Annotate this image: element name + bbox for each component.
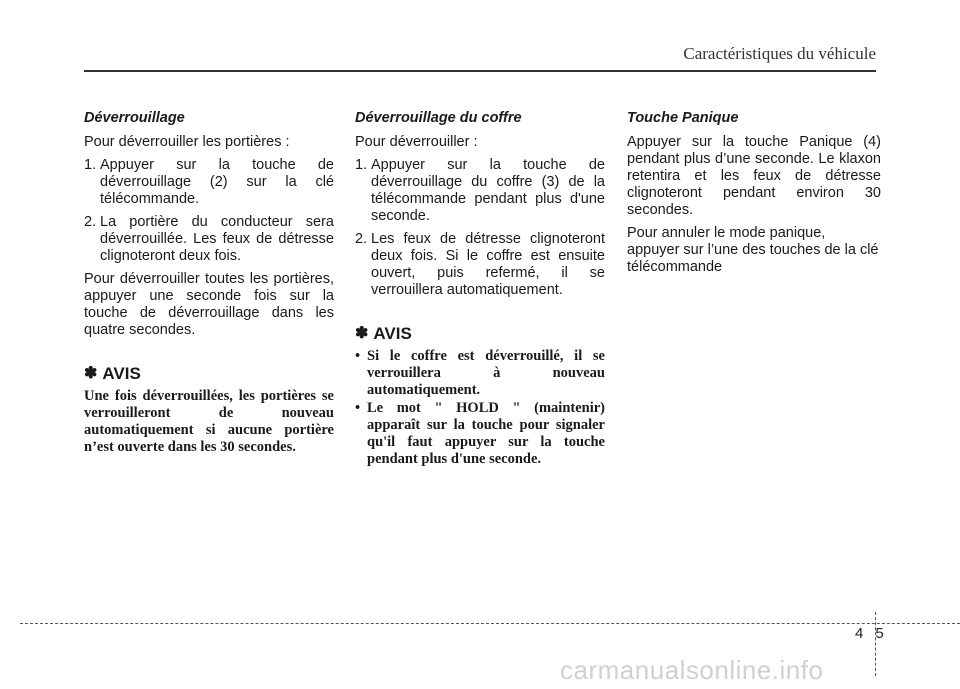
bullet-icon: • xyxy=(355,348,361,364)
list-item xyxy=(355,157,605,225)
section-heading: Déverrouillage du coffre xyxy=(355,110,522,126)
intro-text: Pour déverrouiller les portières : xyxy=(84,134,290,150)
asterisk-icon: ✽ xyxy=(84,365,98,382)
section-heading: Déverrouillage xyxy=(84,110,185,126)
header-rule xyxy=(84,70,876,72)
notice-text: Une fois déverrouillées, les portières se verrouilleront de nouveau automatiquement si aucune portière n’est ouverte dans les 30 secondes. xyxy=(84,388,334,455)
item-number: 1. xyxy=(355,157,368,173)
section-heading: Touche Panique xyxy=(627,110,739,126)
notice-label: AVIS xyxy=(373,324,412,343)
item-text: Les feux de détresse clignoteront deux fois. Si le coffre est ensuite ouvert, puis refermé, il se verrouillera automatiquement. xyxy=(371,231,605,298)
notice-title xyxy=(84,365,334,382)
bullet-text: Le mot " HOLD " (maintenir) apparaît sur la touche pour signaler qu'il faut appuyer sur la touche pendant plus d'une seconde. xyxy=(367,400,605,467)
page-number-value: 5 xyxy=(875,625,884,642)
item-text: Appuyer sur la touche de déverrouillage du coffre (3) de la télécommande pendant plus d'une seconde. xyxy=(371,157,605,224)
list-item xyxy=(84,214,334,265)
item-text: La portière du conducteur sera déverrouillée. Les feux de détresse clignoteront deux fois. xyxy=(100,214,334,264)
header-title: Caractéristiques du véhicule xyxy=(683,44,876,63)
chapter-number: 4 xyxy=(855,625,864,642)
bullet-text: Si le coffre est déverrouillé, il se verrouillera à nouveau automatiquement. xyxy=(367,348,605,398)
asterisk-icon: ✽ xyxy=(355,325,369,342)
notice-bullet xyxy=(355,348,605,399)
intro-text: Pour déverrouiller : xyxy=(355,134,478,150)
paragraph: Pour annuler le mode panique, appuyer sur l’une des touches de la clé télécommande xyxy=(627,225,879,275)
page-separator xyxy=(875,612,876,676)
footer-rule xyxy=(20,623,960,624)
list-item xyxy=(355,231,605,299)
paragraph: Appuyer sur la touche Panique (4) pendant plus d’une seconde. Le klaxon retentira et les feux de détresse clignoteront pendant environ 30 secondes. xyxy=(627,134,881,218)
column-unlocking xyxy=(84,110,334,456)
column-trunk-unlock xyxy=(355,110,605,469)
item-text: Appuyer sur la touche de déverrouillage (2) sur la clé télécommande. xyxy=(100,157,334,207)
column-panic-button xyxy=(627,110,881,282)
item-number: 1. xyxy=(84,157,97,173)
item-number: 2. xyxy=(355,231,368,247)
notice-label: AVIS xyxy=(102,364,141,383)
item-number: 2. xyxy=(84,214,97,230)
bullet-icon: • xyxy=(355,400,361,416)
paragraph: Pour déverrouiller toutes les portières, appuyer une seconde fois sur la touche de déverrouillage dans les quatre secondes. xyxy=(84,271,334,338)
notice-title xyxy=(355,325,605,342)
page-number xyxy=(855,625,884,642)
notice-bullet xyxy=(355,400,605,468)
watermark: carmanualsonline.info xyxy=(560,655,824,685)
list-item xyxy=(84,157,334,208)
